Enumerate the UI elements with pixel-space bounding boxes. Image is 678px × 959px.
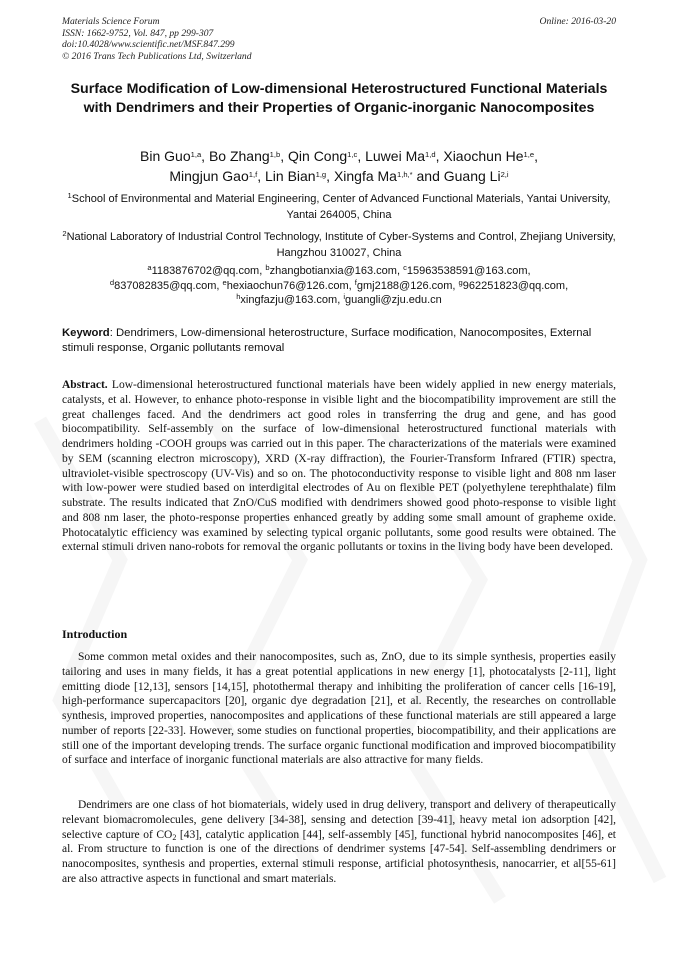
author: Mingjun Gao$^{1,f}$ — [169, 168, 258, 184]
abstract-text: Low-dimensional heterostructured functional materials have been widely applied in new energy materials, catalysts, et al. However, to enhance photo-response in visible light and the biocompatibility improvement are still the great challenges faced. And the dendrimers act good roles in transferring the drug and gene, and has good biocompatibility. Self-assembly on the surface of low-dimensional heterostructured functional materials with dendrimers holding -COOH groups was carried out in this paper. The characterizations of the materials were examined by SEM (scanning electron microscopy), XRD (X-ray diffraction), the Fourier-Transform Infrared (FTIR) spectra, ultraviolet-visible spectroscopy (UV-Vis) and so on. The photoconductivity response to visible light and 808 nm laser with low-power were studied based on interdigital electrodes of Au on flexible PET (polyethylene terephthalate) film substrate. The results indicated that ZnO/CuS modified with dendrimers showed good photo-response to visible light and 808 nm laser, the photo-response properties enhanced greatly by adding some small amount of grapheme oxide. Photocatalytic efficiency was examined by selecting typical organic pollutants, some good results were obtained. The external stimuli driven nano-robots for removal the organic pollutants or toxins in the living body have been developed. — [62, 379, 616, 554]
intro-paragraph-2: Dendrimers are one class of hot biomaterials, widely used in drug delivery, transport and delivery of therapeutically relevant biomacromolecules, gene delivery [34-38], sensing and detection [39-41], heavy metal ion adsorption [42], selective capture of $CO_2$ [43], catalytic application [44], self-assembly [45], functional hybrid nanocomposites [46], et al. From structure to function is one of the directions of dendrimer systems [47-54]. Self-assembling dendrimers or nanocomposites, synthesis and properties, external stimuli response, artificial photosynthesis, nanocarrier, et al[55-61] are also attractive aspects in functional and smart materials. — [62, 799, 616, 885]
email[interactable]: $^i$guangli@zju.edu.cn — [343, 292, 442, 307]
issn-line: ISSN: 1662-9752, Vol. 847, pp 299-307 — [62, 27, 214, 39]
author: Xiaochun He$^{1,e}$ — [443, 148, 535, 164]
email-list: $^a$1183876702@qq.com, $^b$zhangbotianxia@163.com, $^c$15963538591@163.com, $^d$837082835@qq.com, $^e$hexiaochun76@126.com, $^f$gmj2188@126.com, $^g$962251823@qq.com, $^h$xingfazju@163.com, $^i$guangli@zju.edu.cn — [109, 263, 569, 307]
email[interactable]: $^h$xingfazju@163.com — [236, 292, 338, 307]
author: Luwei Ma$^{1,d}$ — [365, 148, 436, 164]
affiliation-2: $^2$National Laboratory of Industrial Control Technology, Institute of Cyber-Systems and Control, Zhejiang University, Hangzhou 310027, China — [62, 229, 616, 259]
email[interactable]: $^a$1183876702@qq.com — [147, 263, 260, 277]
section-heading-introduction: Introduction — [62, 627, 128, 641]
email[interactable]: $^d$837082835@qq.com — [109, 277, 217, 292]
email[interactable]: $^e$hexiaochun76@126.com — [222, 277, 349, 292]
keyword-label: Keyword — [62, 327, 110, 339]
doi-line: doi:10.4028/www.scientific.net/MSF.847.299 — [62, 39, 235, 51]
journal-name: Materials Science Forum — [62, 16, 160, 27]
intro-paragraph-1: Some common metal oxides and their nanocomposites, such as, ZnO, due to its simple synthesis, properties easily tailoring and uses in many fields, it has a great potential applications in new energy [1], photocatalysts [2-11], light emitting diode [12,13], sensors [14,15], photothermal therapy and inhibiting the proliferation of cancer cells [16-19], high-performance supercapacitors [20], organic dye degradation [21], et al. Recently, the researches on controllable synthesis, improved properties, nanocomposites and applications of these functional materials are still appeared a large number of reports [22-33]. However, some studies on functional properties, biocompatibility, and their applications are still one of the important developing trends. The surface organic functional modification and improved biocompatibility of surface and interface of inorganic functional materials are also attractive for many fields. — [62, 651, 616, 767]
email[interactable]: $^f$gmj2188@126.com — [354, 277, 453, 292]
author: Guang Li$^{2,i}$ — [443, 168, 509, 184]
copyright-line: © 2016 Trans Tech Publications Ltd, Switzerland — [62, 50, 252, 62]
paper-title: Surface Modification of Low-dimensional Heterostructured Functional Materials with Dendrimers and their Properties of Organic-inorganic Nanocomposites — [70, 81, 608, 117]
author: Qin Cong$^{1,c}$ — [288, 148, 358, 164]
keyword-text: Dendrimers, Low-dimensional heterostructure, Surface modification, Nanocomposites, External stimuli response, Organic pollutants removal — [62, 327, 592, 355]
online-date: Online: 2016-03-20 — [539, 16, 616, 27]
email[interactable]: $^c$15963538591@163.com — [403, 263, 528, 277]
affiliation-1: $^1$School of Environmental and Material Engineering, Center of Advanced Functional Materials, Yantai University, Yantai 264005, China — [67, 191, 611, 221]
email[interactable]: $^g$962251823@qq.com — [458, 277, 566, 292]
email[interactable]: $^b$zhangbotianxia@163.com — [265, 263, 397, 277]
author-list: Bin Guo$^{1,a}$, Bo Zhang$^{1,b}$, Qin Cong$^{1,c}$, Luwei Ma$^{1,d}$, Xiaochun He$^{1,e}$, Mingjun Gao$^{1,f}$, Lin Bian$^{1,g}$, Xingfa $Ma^{1,h,*}$ and Guang Li$^{2,i}$ — [140, 148, 538, 184]
author: Bin Guo$^{1,a}$ — [140, 148, 202, 164]
keywords: Keyword: Dendrimers, Low-dimensional heterostructure, Surface modification, Nanocomposites, External stimuli response, Organic pollutants removal — [62, 327, 592, 355]
abstract-label: Abstract. — [62, 379, 108, 391]
author: Lin Bian$^{1,g}$ — [265, 168, 327, 184]
author: Bo Zhang$^{1,b}$ — [208, 148, 281, 164]
abstract — [62, 378, 616, 555]
journal-header — [62, 16, 252, 62]
author: Xingfa $Ma^{1,h,*}$ — [333, 168, 413, 184]
